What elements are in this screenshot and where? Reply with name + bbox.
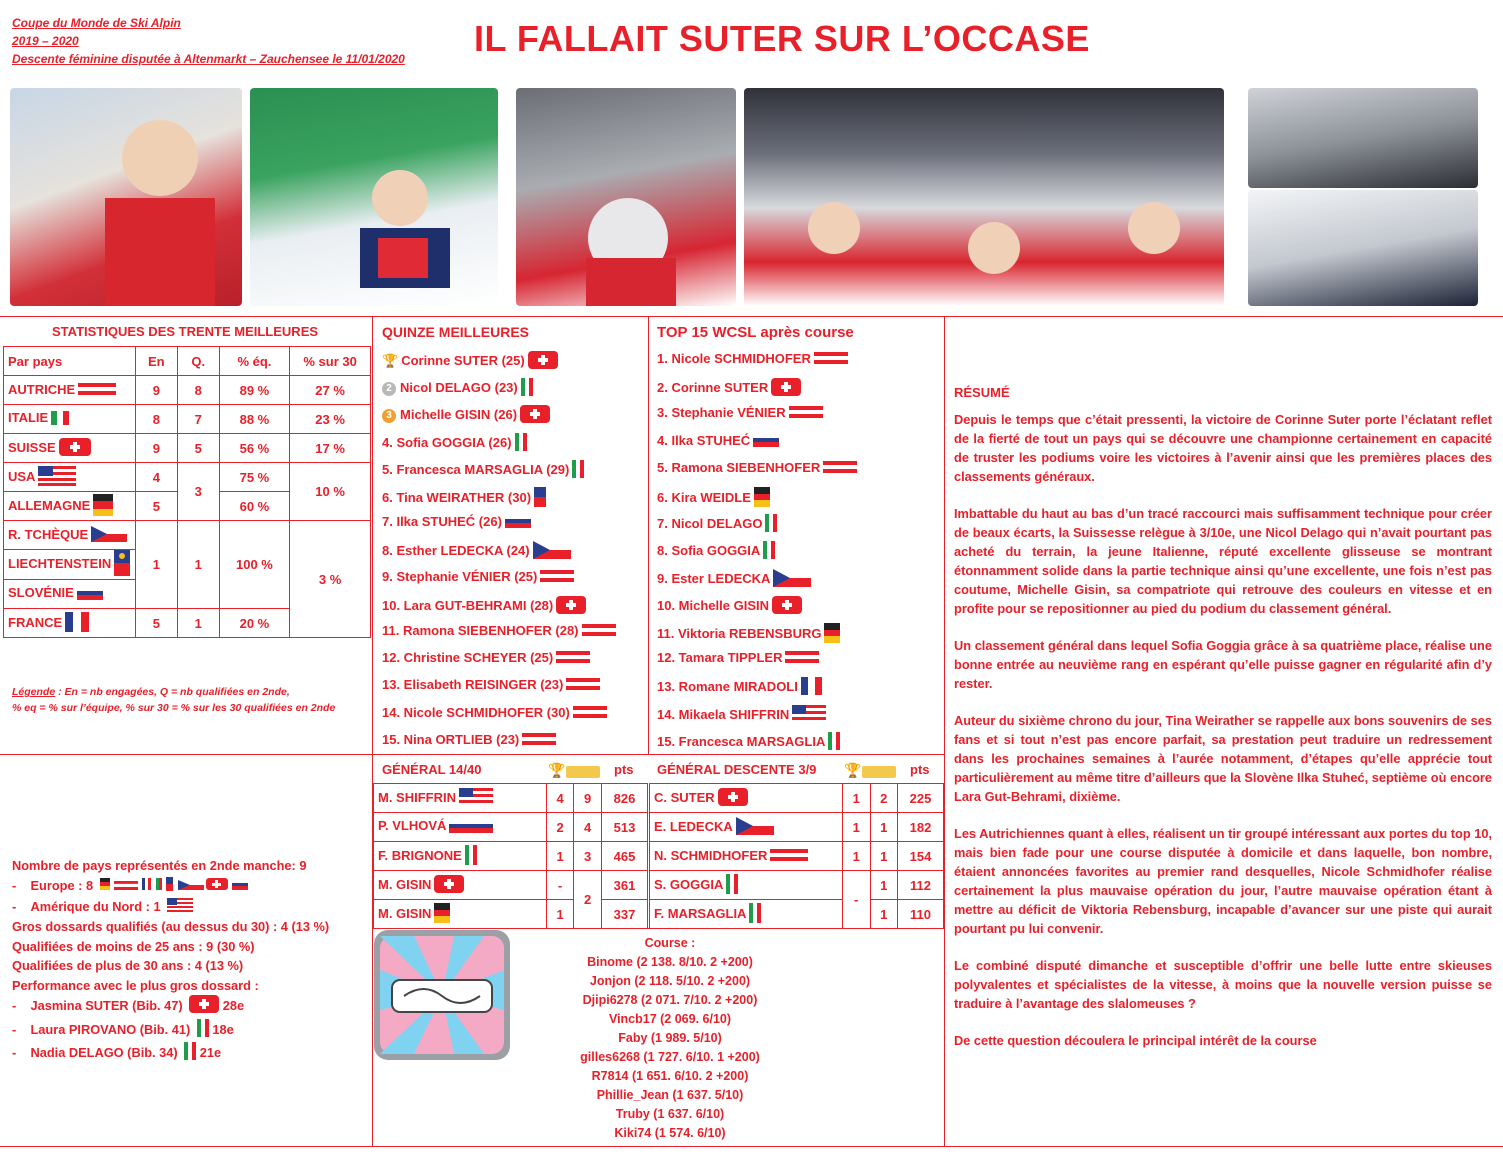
quinze-label: 13. Elisabeth REISINGER (23) (382, 677, 564, 693)
stats-en: 4 (135, 463, 177, 492)
perf-1: - Jasmina SUTER (Bib. 47) 28e (12, 995, 329, 1019)
medal-icon: 3 (382, 409, 396, 423)
austria-flag-icon (789, 406, 823, 421)
czech-flag-icon (736, 817, 774, 838)
summary-paragraph: Auteur du sixième chrono du jour, Tina Weirather se rappelle aux bons souvenirs de ses fans et si tout n’est pas encore parfait, sa prestation peut traduire un redressement dans les prochaines semaines à l’aurée notamment, d’étapes qu’elle apprécie tout particulièrement au même titre d’ailleurs que la Slovène Ilka Stuheć, septième où encore Lara Gut-Behrami, dixième. (954, 713, 1492, 804)
wcsl-item (657, 732, 840, 753)
italy-flag-icon (197, 1019, 209, 1043)
header-line-3: Descente féminine disputée à Altenmarkt – Zauchensee le 11/01/2020 (12, 52, 405, 66)
summary-paragraph: Les Autrichiennes quant à elles, réalisent un tir groupé intéressant aux portes du top 10, mais bien fade pour une course disputée à domicile et dans laquelle, bon nombre, étaient annoncées favorites au premier rand desquelles, Nicole Schmidhofer réalise certainement la plus mauvaise opération du jour, l’autre mauvaise opération étant à mettre au déficit de Viktoria Rebensburg, incapable d’avancer sur une piste qui aurait pourtant pu lui convenir. (954, 826, 1492, 936)
italy-flag-icon (465, 845, 477, 868)
quinze-label: Michelle GISIN (26) (400, 407, 518, 423)
austria-flag-icon (785, 651, 819, 666)
wcsl-item (657, 650, 819, 666)
descente-name: C. SUTER (650, 784, 843, 813)
stats-pct: 60 % (219, 492, 290, 521)
quinze-label: 11. Ramona SIEBENHOFER (28) (382, 623, 579, 638)
stats-en: 9 (135, 434, 177, 463)
general-b: 2 (574, 871, 602, 929)
quinze-label: 10. Lara GUT-BEHRAMI (28) (382, 597, 554, 613)
page-title: IL FALLAIT SUTER SUR L’OCCASE (474, 18, 1090, 59)
skier-silhouette-icon (250, 88, 498, 306)
stats-en: 8 (135, 405, 177, 434)
general-b: 3 (574, 842, 602, 871)
quinze-item (382, 596, 586, 617)
descente-a: 1 (842, 784, 870, 813)
slovenia-flag-icon (77, 586, 103, 603)
austria-flag-icon (770, 849, 808, 864)
photo-suter-portrait (10, 88, 242, 306)
countries-count: Nombre de pays représentés en 2nde manche: 9 (12, 858, 307, 873)
europe-line: - Europe : 8 (12, 876, 329, 898)
usa-flag-icon (459, 788, 493, 809)
quinze-item (382, 378, 533, 399)
wcsl-item (657, 487, 770, 510)
usa-flag-icon (167, 898, 193, 918)
wcsl-label: 3. Stephanie VÉNIER (657, 405, 786, 421)
descente-title: GÉNÉRAL DESCENTE 3/9 (657, 762, 817, 777)
wcsl-item (657, 569, 811, 590)
descente-b: 1 (870, 871, 898, 900)
col-en: En (135, 347, 177, 376)
austria-flag-icon (522, 733, 556, 748)
photo-gisin-goggles (1248, 88, 1478, 188)
stats-p30: 3 % (290, 521, 371, 638)
divider (0, 316, 1503, 317)
summary-paragraph: Un classement général dans lequel Sofia Goggia grâce à sa quatrième place, réalise une bonne entrée au neuvième rang en espérant qu’elle puisse gagner en régularité afin d’y rester. (954, 638, 1492, 691)
divider (372, 316, 373, 1147)
quinze-item (382, 433, 527, 454)
descente-b: 2 (870, 784, 898, 813)
italy-flag-icon (572, 460, 584, 481)
italy-flag-icon (51, 411, 69, 428)
moins-25: Qualifiées de moins de 25 ans : 9 (30 %) (12, 938, 255, 954)
course-line: R7814 (1 651. 6/10. 2 +200) (591, 1069, 749, 1083)
descente-a: 1 (842, 813, 870, 842)
header-line-2: 2019 – 2020 (12, 34, 79, 48)
wcsl-label: 1. Nicole SCHMIDHOFER (657, 351, 811, 366)
austria-flag-icon (556, 651, 590, 666)
quinze-label: 8. Esther LEDECKA (24) (382, 543, 530, 559)
general-pts: 513 (601, 813, 647, 842)
slovenia-flag-icon (505, 514, 531, 531)
trophy-icon: 🏆 (382, 352, 399, 368)
quinze-item (382, 569, 574, 585)
course-line: gilles6268 (1 727. 6/10. 1 +200) (580, 1050, 760, 1064)
italy-flag-icon (515, 433, 527, 454)
descente-b: 1 (870, 842, 898, 871)
header-info (12, 14, 405, 68)
plus-30: Qualifiées de plus de 30 ans : 4 (13 %) (12, 958, 244, 974)
czech-flag-icon (533, 541, 571, 562)
swiss-flag-icon (528, 351, 558, 372)
slovenia-flag-icon (753, 433, 779, 450)
stats-pct: 100 % (219, 521, 290, 609)
descente-pts-label: pts (910, 762, 930, 777)
stats-title: STATISTIQUES DES TRENTE MEILLEURES (52, 324, 319, 339)
austria-flag-icon (582, 624, 616, 639)
stats-p30: 17 % (290, 434, 371, 463)
quinze-label: 7. Ilka STUHEĆ (26) (382, 514, 502, 530)
quinze-item (382, 705, 607, 721)
descente-name: N. SCHMIDHOFER (650, 842, 843, 871)
swiss-flag-icon (59, 438, 91, 459)
col-q: Q. (177, 347, 219, 376)
stats-en: 9 (135, 376, 177, 405)
descente-table (649, 783, 944, 929)
usa-flag-icon (38, 466, 76, 489)
handshake-icon (374, 930, 510, 1060)
austria-flag-icon (78, 383, 116, 398)
course-line: Binome (2 138. 8/10. 2 +200) (587, 955, 753, 969)
stats-q: 1 (177, 609, 219, 638)
descente-pts: 112 (898, 871, 944, 900)
legend-line-2: % eq = % sur l’équipe, % sur 30 = % sur les 30 qualifiées en 2nde (12, 702, 336, 714)
liechtenstein-flag-icon (534, 487, 546, 510)
wcsl-item (657, 433, 779, 450)
wcsl-item (657, 405, 823, 421)
stats-country: SLOVÉNIE (4, 580, 136, 609)
country-stats (12, 856, 329, 1066)
general-table (373, 783, 648, 929)
stats-pct: 75 % (219, 463, 290, 492)
usa-flag-icon (792, 705, 826, 726)
germany-flag-icon (824, 623, 840, 646)
descente-pts: 154 (898, 842, 944, 871)
summary-paragraph: Le combiné disputé dimanche et susceptible d’offrir une belle lutte entre skieuses polyvalentes et spécialistes de la vitesse, à moins que la nouvelle version puisse se traduire à l’avantage des slalomeuses ? (954, 958, 1492, 1011)
summary-text (954, 410, 1492, 1068)
wcsl-label: 12. Tamara TIPPLER (657, 650, 783, 666)
photo-delago-celebration (250, 88, 498, 306)
wcsl-label: 8. Sofia GOGGIA (657, 543, 761, 559)
course-line: Phillie_Jean (1 637. 5/10) (596, 1088, 744, 1102)
col-country: Par pays (4, 347, 136, 376)
stats-p30: 10 % (290, 463, 371, 521)
general-a: 4 (546, 784, 574, 813)
stats-pct: 20 % (219, 609, 290, 638)
italy-flag-icon (749, 903, 761, 926)
europe-flags-icon (100, 876, 250, 898)
divider (0, 754, 944, 755)
general-name: M. GISIN (374, 900, 547, 929)
austria-flag-icon (814, 352, 848, 367)
general-pts: 465 (601, 842, 647, 871)
legend-label: Légende (12, 686, 56, 698)
descente-name: E. LEDECKA (650, 813, 843, 842)
podium-icon (862, 766, 896, 778)
summary-paragraph: De cette question découlera le principal intérêt de la course (954, 1033, 1317, 1048)
wcsl-label: 11. Viktoria REBENSBURG (657, 625, 822, 641)
quinze-item (382, 732, 556, 748)
general-title: GÉNÉRAL 14/40 (382, 762, 482, 777)
general-name: P. VLHOVÁ (374, 813, 547, 842)
quinze-label: 6. Tina WEIRATHER (30) (382, 489, 532, 505)
wcsl-label: 15. Francesca MARSAGLIA (657, 733, 826, 749)
handshake-logo-icon (374, 930, 510, 1060)
stats-country: ALLEMAGNE (4, 492, 136, 521)
divider (648, 316, 649, 754)
stats-country: ITALIE (4, 405, 136, 434)
germany-flag-icon (93, 494, 113, 519)
swiss-flag-icon (189, 995, 219, 1019)
stats-q: 1 (177, 521, 219, 609)
descente-pts: 182 (898, 813, 944, 842)
col-pct-30: % sur 30 (290, 347, 371, 376)
quinze-item (382, 405, 550, 426)
stats-en: 1 (135, 521, 177, 609)
divider (372, 928, 944, 929)
summary-title: RÉSUMÉ (954, 385, 1010, 400)
stats-q: 8 (177, 376, 219, 405)
photo-podium (744, 88, 1224, 306)
liechtenstein-flag-icon (114, 550, 130, 579)
course-title: Course : (644, 936, 696, 950)
descente-pts: 225 (898, 784, 944, 813)
stats-country: SUISSE (4, 434, 136, 463)
quinze-title: QUINZE MEILLEURES (382, 324, 530, 340)
quinze-item (382, 514, 531, 531)
general-name: M. GISIN (374, 871, 547, 900)
quinze-label: 4. Sofia GOGGIA (26) (382, 434, 512, 450)
legend-line-1: : En = nb engagées, Q = nb qualifiées en 2nde, (55, 686, 290, 698)
stats-country: FRANCE (4, 609, 136, 638)
divider (944, 316, 945, 1147)
wcsl-title: TOP 15 WCSL après course (657, 324, 854, 341)
course-line: Vincb17 (2 069. 6/10) (608, 1012, 732, 1026)
swiss-flag-icon (520, 405, 550, 426)
photo-gisin-helmet (1248, 190, 1478, 306)
wcsl-label: 2. Corinne SUTER (657, 380, 769, 396)
general-b: 9 (574, 784, 602, 813)
wcsl-item (657, 514, 777, 535)
wcsl-item (657, 541, 775, 562)
italy-flag-icon (765, 514, 777, 535)
course-line: Jonjon (2 118. 5/10. 2 +200) (589, 974, 751, 988)
stats-country: USA (4, 463, 136, 492)
stats-q: 3 (177, 463, 219, 521)
quinze-item (382, 623, 616, 639)
general-pts: 337 (601, 900, 647, 929)
wcsl-item (657, 378, 801, 399)
swiss-flag-icon (772, 596, 802, 617)
skier-silhouette-icon (516, 88, 736, 306)
austria-flag-icon (566, 678, 600, 693)
wcsl-item (657, 460, 857, 476)
descente-pts: 110 (898, 900, 944, 929)
wcsl-label: 10. Michelle GISIN (657, 597, 769, 613)
quinze-label: 9. Stephanie VÉNIER (25) (382, 568, 538, 584)
course-line: Djipi6278 (2 071. 7/10. 2 +200) (582, 993, 758, 1007)
summary-paragraph: Imbattable du haut au bas d’un tracé raccourci mais suffisamment technique pour créer de beaux écarts, la Suissesse relègue à 3/10e, une Nicol Delago qui n’avait pourtant pas acheté du terrain, la jeune Italienne, réputé excellente glisseuse se montrant étonnamment solide dans la partie technique ainsi qu’une excellente, une fois n’est pas coutume, Michelle Gisin, sa compatriote qui retrouve des couleurs en vitesse et en profite pour se repositionner au pied du podium du classement général. (954, 506, 1492, 616)
stats-country: R. TCHÈQUE (4, 521, 136, 550)
stats-pct: 56 % (219, 434, 290, 463)
quinze-label: 12. Christine SCHEYER (25) (382, 650, 554, 666)
general-a: - (546, 871, 574, 900)
swiss-flag-icon (556, 596, 586, 617)
swiss-flag-icon (718, 788, 748, 809)
stats-p30: 27 % (290, 376, 371, 405)
medal-icon: 2 (382, 382, 396, 396)
wcsl-label: 9. Ester LEDECKA (657, 570, 771, 586)
stats-pct: 88 % (219, 405, 290, 434)
descente-b: 1 (870, 900, 898, 929)
italy-flag-icon (184, 1042, 196, 1066)
quinze-item (382, 541, 571, 562)
stats-country: AUTRICHE (4, 376, 136, 405)
general-name: M. SHIFFRIN (374, 784, 547, 813)
france-flag-icon (801, 677, 822, 698)
slovakia-flag-icon (449, 819, 493, 836)
stats-legend (12, 684, 367, 716)
stats-en: 5 (135, 609, 177, 638)
austria-flag-icon (823, 461, 857, 476)
course-line: Kiki74 (1 574. 6/10) (614, 1126, 726, 1140)
quinze-label: Corinne SUTER (25) (401, 352, 525, 368)
quinze-label: 14. Nicole SCHMIDHOFER (30) (382, 704, 570, 720)
wcsl-item (657, 351, 848, 367)
divider (0, 1146, 1503, 1147)
germany-flag-icon (434, 903, 450, 926)
col-pct-team: % éq. (219, 347, 290, 376)
stats-q: 5 (177, 434, 219, 463)
descente-a: - (842, 871, 870, 929)
wcsl-label: 6. Kira WEIDLE (657, 489, 751, 505)
wcsl-item (657, 623, 840, 646)
general-pts: 826 (601, 784, 647, 813)
trophy-icon: 🏆 (844, 762, 862, 778)
quinze-item (382, 351, 558, 372)
perf-2: - Laura PIROVANO (Bib. 41) 18e (12, 1019, 329, 1043)
germany-flag-icon (754, 487, 770, 510)
podium-skiers-icon (744, 88, 1224, 306)
czech-flag-icon (91, 526, 127, 545)
wcsl-item (657, 705, 826, 726)
gros-dossards: Gros dossards qualifiés (au dessus du 30) : 4 (13 %) (12, 919, 330, 935)
descente-name: S. GOGGIA (650, 871, 843, 900)
wcsl-item (657, 677, 822, 698)
trophy-icon: 🏆 (548, 762, 566, 778)
general-a: 2 (546, 813, 574, 842)
descente-a: 1 (842, 842, 870, 871)
course-lines (520, 953, 820, 1143)
wcsl-label: 14. Mikaela SHIFFRIN (657, 706, 790, 722)
quinze-label: Nicol DELAGO (23) (400, 380, 518, 396)
course-line: Faby (1 989. 5/10) (618, 1031, 722, 1045)
wcsl-label: 7. Nicol DELAGO (657, 516, 763, 532)
podium-icon (566, 766, 600, 778)
course-block (520, 934, 820, 1143)
quinze-item (382, 460, 584, 481)
stats-q: 7 (177, 405, 219, 434)
header-line-1: Coupe du Monde de Ski Alpin (12, 16, 181, 30)
swiss-flag-icon (434, 875, 464, 896)
summary-paragraph: Depuis le temps que c’était pressenti, la victoire de Corinne Suter porte l’éclatant reflet de la fierté de tout un pays qui se découvre une championne certainement en capacité de truster les podiums voire les victoires à l’avenir ainsi que les premières places des classements généraux. (954, 412, 1492, 484)
stats-en: 5 (135, 492, 177, 521)
general-name: F. BRIGNONE (374, 842, 547, 871)
stats-p30: 23 % (290, 405, 371, 434)
italy-flag-icon (521, 378, 533, 399)
general-pts: 361 (601, 871, 647, 900)
italy-flag-icon (726, 874, 738, 897)
wcsl-label: 4. Ilka STUHEĆ (657, 432, 751, 448)
czech-flag-icon (773, 569, 811, 590)
course-line: Truby (1 637. 6/10) (615, 1107, 725, 1121)
general-b: 4 (574, 813, 602, 842)
wcsl-item (657, 596, 802, 617)
perf-3: - Nadia DELAGO (Bib. 34) 21e (12, 1042, 329, 1066)
general-a: 1 (546, 900, 574, 929)
skier-silhouette-icon (10, 88, 242, 306)
descente-b: 1 (870, 813, 898, 842)
italy-flag-icon (828, 732, 840, 753)
quinze-label: 5. Francesca MARSAGLIA (29) (382, 461, 570, 477)
amerique-line: - Amérique du Nord : 1 (12, 897, 329, 917)
descente-name: F. MARSAGLIA (650, 900, 843, 929)
stats-country: LIECHTENSTEIN (4, 550, 136, 580)
wcsl-label: 13. Romane MIRADOLI (657, 679, 798, 695)
stats-pct: 89 % (219, 376, 290, 405)
quinze-label: 15. Nina ORTLIEB (23) (382, 731, 520, 747)
general-a: 1 (546, 842, 574, 871)
france-flag-icon (65, 612, 89, 635)
photo-gisin-celebration (516, 88, 736, 306)
quinze-item (382, 650, 590, 666)
general-pts-label: pts (614, 762, 634, 777)
swiss-flag-icon (771, 378, 801, 399)
perf-title: Performance avec le plus gros dossard : (12, 977, 259, 993)
stats-table (3, 346, 371, 638)
wcsl-label: 5. Ramona SIEBENHOFER (657, 459, 821, 475)
quinze-item (382, 677, 600, 693)
quinze-item (382, 487, 546, 510)
austria-flag-icon (573, 706, 607, 721)
austria-flag-icon (540, 570, 574, 585)
italy-flag-icon (763, 541, 775, 562)
